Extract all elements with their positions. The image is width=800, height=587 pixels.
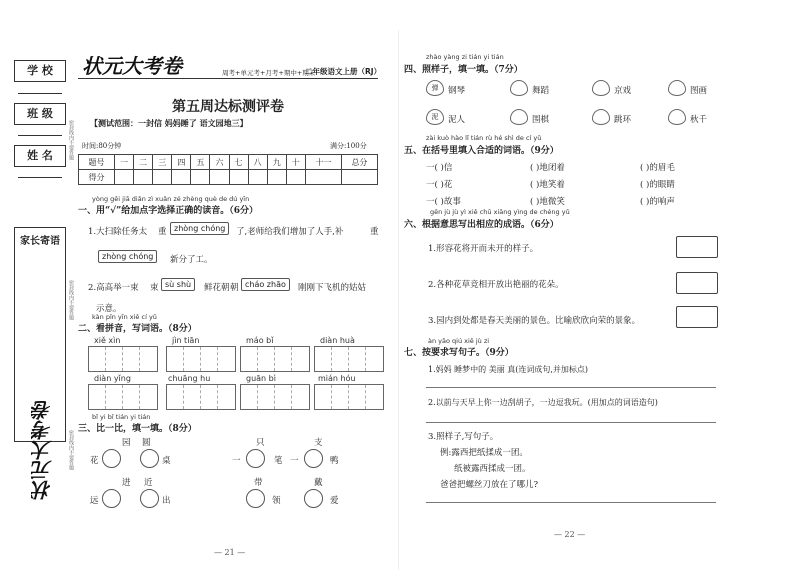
compare-word: 远	[90, 496, 99, 506]
peach-blank[interactable]	[592, 80, 610, 96]
section7-title: 七、按要求写句子。（9分）	[404, 348, 514, 358]
q2-options-1[interactable]: sù shù	[161, 278, 195, 291]
name-line	[18, 177, 62, 178]
school-line	[18, 93, 62, 94]
q2-options-2[interactable]: cháo zhāo	[241, 278, 290, 291]
series-text: 周考+单元考+月考+期中+期末	[222, 69, 316, 77]
pinyin-2: jìn tiān	[172, 336, 200, 345]
answer-line[interactable]	[426, 422, 716, 423]
score-cell[interactable]	[286, 170, 305, 185]
writing-grid[interactable]	[88, 384, 158, 410]
page-fold	[398, 30, 399, 570]
score-cell[interactable]	[305, 170, 341, 185]
compare-char: 近	[144, 478, 153, 488]
writing-grid[interactable]	[166, 384, 236, 410]
header-logo: 状元大考卷	[82, 54, 182, 78]
score-row-label: 得分	[79, 170, 115, 185]
header-rule	[78, 78, 378, 79]
section3-title: 三、比一比，填一填。（8分）	[78, 424, 197, 434]
section6-pinyin: gēn jù jù yì xiě chū xiāng yìng de chéng yǔ	[430, 208, 570, 216]
score-cell[interactable]	[267, 170, 286, 185]
page-title: 第五周达标测评卷	[172, 99, 284, 115]
example-label: 例:露西把纸揉成一团。	[440, 448, 528, 458]
page-number-left: — 21 —	[214, 548, 246, 557]
example-transformed: 纸被露西揉成一团。	[454, 464, 531, 474]
compare-word: 花	[90, 456, 99, 466]
seal-note-3: 密封线内不要答题	[68, 430, 74, 470]
seal-note-1: 密封线内不要答题	[68, 120, 74, 160]
word-item: 围棋	[532, 115, 550, 125]
sentence-task-2: 2.以前与天早上你一边刮胡子，一边逗我玩。(用加点的词语造句)	[428, 398, 658, 407]
class-label: 班 级	[14, 103, 66, 125]
q1-char-2: 重	[370, 227, 379, 237]
idiom-answer-box[interactable]	[676, 306, 718, 328]
score-head-cell: 三	[153, 155, 172, 170]
fill-item[interactable]: ( )的眉毛	[640, 163, 675, 173]
binding-sidebar	[14, 55, 66, 565]
score-head-cell: 十一	[305, 155, 341, 170]
score-head-cell: 七	[229, 155, 248, 170]
section5-title: 五、在括号里填入合适的词语。（9分）	[404, 146, 559, 156]
section4-title: 四、照样子，填一填。（7分）	[404, 65, 523, 75]
sentence-task-3: 3.照样子,写句子。	[428, 432, 499, 442]
score-head-cell: 总分	[341, 155, 377, 170]
side-logo: 状元大考卷	[31, 400, 55, 500]
pinyin-8: mián hóu	[318, 374, 356, 383]
peach-sample: 弹	[426, 80, 444, 96]
q1-text-b: 了,老师给我们增加了人手,补	[236, 227, 344, 237]
score-head-cell: 六	[210, 155, 229, 170]
writing-grid[interactable]	[314, 384, 384, 410]
compare-char: 园	[122, 438, 131, 448]
q2-text-b: 鲜花朝	[204, 283, 230, 293]
writing-grid[interactable]	[166, 346, 236, 372]
compare-word: 一	[290, 456, 299, 466]
class-line	[18, 135, 62, 136]
pinyin-1: xiě xìn	[94, 336, 121, 345]
compare-word: 笔	[274, 456, 283, 466]
test-range: 【测试范围：一封信 妈妈睡了 语文园地三】	[90, 118, 248, 128]
q1-options-1[interactable]: zhòng chóng	[170, 222, 229, 235]
sentence-task-1: 1.妈妈 睡梦中的 美丽 真(连词成句,并加标点)	[428, 365, 589, 374]
word-item: 图画	[690, 86, 708, 96]
compare-word: 桌	[162, 456, 171, 466]
seal-note-2: 密封线内不要答题	[68, 280, 74, 320]
grade-text: 二年级语文上册（RJ）	[305, 67, 382, 76]
answer-circle[interactable]	[304, 449, 323, 468]
idiom-meaning-2: 2.各种花草竞相开放出艳丽的花朵。	[428, 280, 564, 290]
writing-grid[interactable]	[240, 384, 310, 410]
word-item: 泥人	[448, 115, 466, 125]
score-head-cell: 五	[191, 155, 210, 170]
score-table	[78, 154, 378, 185]
answer-circle[interactable]	[246, 449, 265, 468]
answer-circle[interactable]	[140, 449, 159, 468]
answer-circle[interactable]	[140, 489, 159, 508]
score-row	[79, 170, 378, 185]
compare-word: 爱	[330, 496, 339, 506]
fill-item[interactable]: 一( )花	[426, 180, 453, 190]
pinyin-3: máo bǐ	[246, 336, 274, 345]
score-cell[interactable]	[341, 170, 377, 185]
word-item: 京戏	[614, 86, 632, 96]
compare-char: 支	[314, 438, 323, 448]
page-number-right: — 22 —	[554, 530, 586, 539]
word-item: 秋千	[690, 115, 708, 125]
full-score: 满分:100分	[330, 142, 367, 150]
section5-pinyin: zài kuò hào lǐ tián rù hé shì de cí yǔ	[426, 134, 542, 142]
pinyin-4: diàn huà	[320, 336, 355, 345]
score-head-cell: 九	[267, 155, 286, 170]
section2-pinyin: kàn pīn yīn xiě cí yǔ	[92, 313, 157, 321]
section3-pinyin: bǐ yi bǐ tián yi tián	[92, 413, 151, 421]
score-cell[interactable]	[172, 170, 191, 185]
score-cell[interactable]	[229, 170, 248, 185]
score-head-cell: 题号	[79, 155, 115, 170]
answer-line[interactable]	[426, 502, 716, 503]
fill-item[interactable]: ( )的响声	[640, 197, 675, 207]
fill-item[interactable]: ( )地闭着	[530, 163, 565, 173]
fill-item[interactable]: 一( )故事	[426, 197, 461, 207]
idiom-answer-box[interactable]	[676, 272, 718, 294]
q1-char-1: 重	[158, 227, 167, 237]
score-head-cell: 二	[134, 155, 153, 170]
compare-char: 圆	[142, 438, 151, 448]
answer-circle[interactable]	[102, 489, 121, 508]
q1-text-c: 新分了工。	[170, 255, 213, 265]
peach-blank[interactable]	[668, 109, 686, 125]
score-cell[interactable]	[210, 170, 229, 185]
idiom-meaning-1: 1.形容花将开而未开的样子。	[428, 244, 539, 254]
answer-line[interactable]	[426, 387, 716, 388]
fill-item[interactable]: ( )的眼睛	[640, 180, 675, 190]
q2-char-2: 朝	[230, 283, 239, 293]
peach-blank[interactable]: 泥	[426, 109, 444, 125]
compare-char: 带	[254, 478, 263, 488]
answer-circle[interactable]	[102, 449, 121, 468]
peach-blank[interactable]	[668, 80, 686, 96]
score-head-cell: 十	[286, 155, 305, 170]
peach-blank[interactable]	[592, 109, 610, 125]
writing-grid[interactable]	[314, 346, 384, 372]
score-cell[interactable]	[115, 170, 134, 185]
section6-title: 六、根据意思写出相应的成语。（6分）	[404, 220, 559, 230]
compare-char: 只	[256, 438, 265, 448]
word-item: 钢琴	[448, 86, 466, 96]
compare-word: 一	[232, 456, 241, 466]
parent-comment-label: 家长寄语	[20, 236, 60, 247]
pinyin-5: diàn yǐng	[94, 374, 131, 383]
score-head-cell: 一	[115, 155, 134, 170]
peach-blank[interactable]	[510, 109, 528, 125]
writing-grid[interactable]	[240, 346, 310, 372]
time-limit: 时间:80分钟	[82, 142, 122, 150]
school-label: 学 校	[14, 60, 66, 82]
score-head-cell: 八	[248, 155, 267, 170]
q1-options-2[interactable]: zhòng chóng	[98, 250, 157, 263]
idiom-meaning-3: 3.园内到处都是春天美丽的景色。比喻欣欣向荣的景象。	[428, 316, 641, 326]
name-label: 姓 名	[14, 145, 66, 167]
q2-text-d: 示意。	[96, 304, 122, 314]
score-cell[interactable]	[153, 170, 172, 185]
fill-item[interactable]: 一( )信	[426, 163, 453, 173]
compare-word: 领	[272, 496, 281, 506]
compare-word: 鸭	[330, 456, 339, 466]
q1-text-a: 1.大扫除任务太	[88, 227, 148, 237]
pinyin-7: guān bì	[246, 374, 276, 383]
q2-text-a: 2.高高举一束	[88, 283, 139, 293]
q2-char-1: 束	[150, 283, 159, 293]
score-head-cell: 四	[172, 155, 191, 170]
word-item: 跳环	[614, 115, 632, 125]
section1-pinyin: yòng gěi jiā diǎn zì xuǎn zé zhèng què de dú yīn	[92, 195, 250, 203]
word-item: 舞蹈	[532, 86, 550, 96]
score-cell[interactable]	[134, 170, 153, 185]
score-cell[interactable]	[191, 170, 210, 185]
section4-pinyin: zhào yàng zi tián yi tián	[426, 53, 504, 61]
answer-circle[interactable]	[246, 489, 265, 508]
writing-grid[interactable]	[88, 346, 158, 372]
answer-circle[interactable]	[304, 489, 323, 508]
section2-title: 二、看拼音，写词语。（8分）	[78, 324, 197, 334]
compare-char: 戴	[314, 478, 323, 488]
compare-char: 进	[122, 478, 131, 488]
peach-blank[interactable]	[510, 80, 528, 96]
sentence-task-3-question: 爸爸把螺丝刀放在了哪儿?	[440, 480, 539, 490]
compare-word: 出	[162, 496, 171, 506]
idiom-answer-box[interactable]	[676, 236, 718, 258]
fill-item[interactable]: ( )地笑着	[530, 180, 565, 190]
score-header-row	[79, 155, 378, 170]
score-cell[interactable]	[248, 170, 267, 185]
section1-title: 一、用“√”给加点字选择正确的读音。（6分）	[78, 206, 259, 216]
pinyin-6: chuāng hu	[168, 374, 211, 383]
section7-pinyin: àn yāo qiú xiě jù zi	[428, 337, 490, 345]
fill-item[interactable]: ( )地微笑	[530, 197, 565, 207]
q2-text-c: 刚刚下飞机的姑姑	[298, 283, 367, 293]
